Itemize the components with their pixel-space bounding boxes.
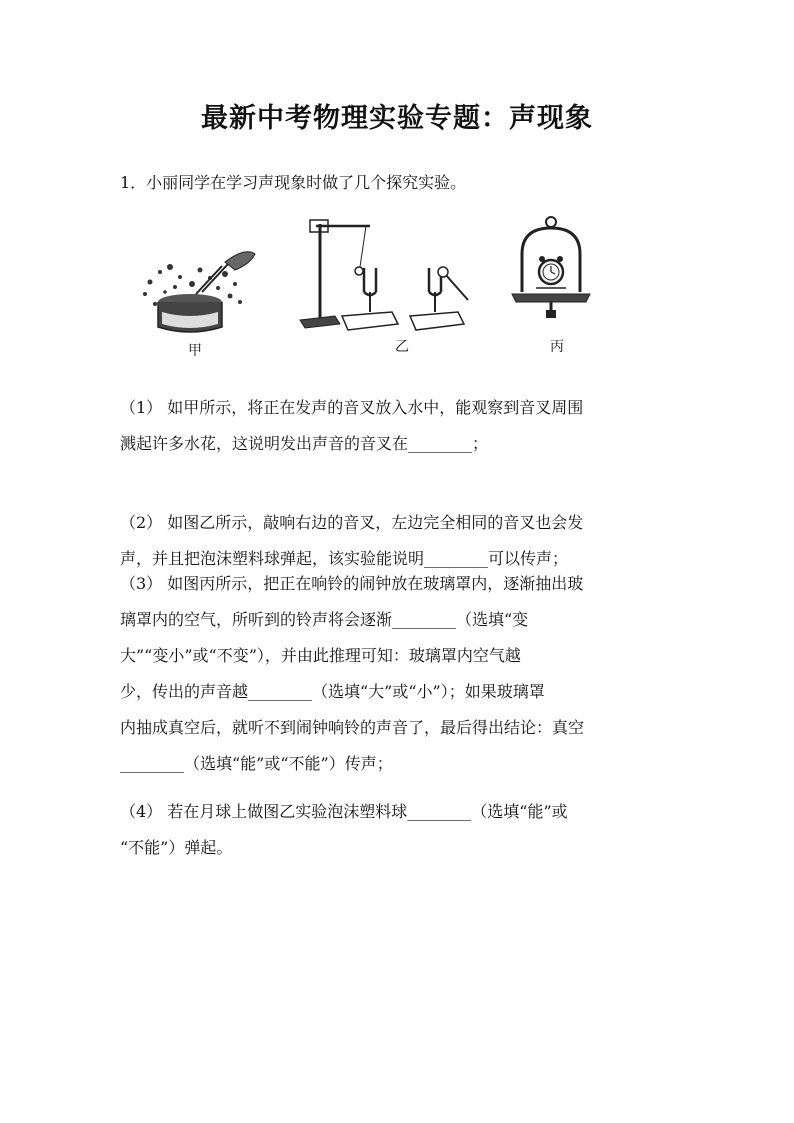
part-3-line: 内抽成真空后，就听不到闹钟响铃的声音了，最后得出结论：真空 [120, 718, 585, 737]
figure-bing-drawing [512, 217, 590, 318]
part-1-line: 溅起许多水花，这说明发出声音的音叉在________； [120, 434, 489, 453]
part-4 [120, 794, 665, 866]
part-3-line: 璃罩内的空气，所听到的铃声将会逐渐________（选填“变 [120, 610, 529, 629]
part-3 [120, 566, 665, 782]
figure-jia-drawing [143, 252, 255, 332]
figure-yi-drawing [300, 220, 468, 330]
part-2-line: （2） 如图乙所示，敲响右边的音叉，左边完全相同的音叉也会发 [120, 513, 584, 532]
figure-label-bing: 丙 [550, 339, 564, 355]
figure-label-yi: 乙 [395, 339, 409, 355]
part-3-line: ________（选填“能”或“不能”）传声； [120, 754, 393, 773]
part-4-line: （4） 若在月球上做图乙实验泡沫塑料球________（选填“能”或 [120, 802, 568, 821]
experiment-figure [130, 212, 610, 362]
part-3-line: （3） 如图丙所示，把正在响铃的闹钟放在玻璃罩内，逐渐抽出玻 [120, 574, 584, 593]
part-1-line: （1） 如甲所示，将正在发声的音叉放入水中，能观察到音叉周围 [120, 398, 584, 417]
part-4-line: “不能”）弹起。 [120, 838, 233, 857]
page-title: 最新中考物理实验专题：声现象 [201, 103, 593, 134]
part-3-line: 大”“变小”或“不变”），并由此推理可知：玻璃罩内空气越 [120, 646, 521, 665]
part-3-line: 少，传出的声音越________（选填“大”或“小”）；如果玻璃罩 [120, 682, 545, 701]
question-intro: 1．小丽同学在学习声现象时做了几个探究实验。 [120, 173, 467, 192]
part-1 [120, 390, 665, 462]
part-2-line: 声，并且把泡沫塑料球弹起，该实验能说明________可以传声； [120, 549, 569, 568]
figure-label-jia: 甲 [188, 343, 202, 359]
experiment-illustration [130, 212, 610, 362]
